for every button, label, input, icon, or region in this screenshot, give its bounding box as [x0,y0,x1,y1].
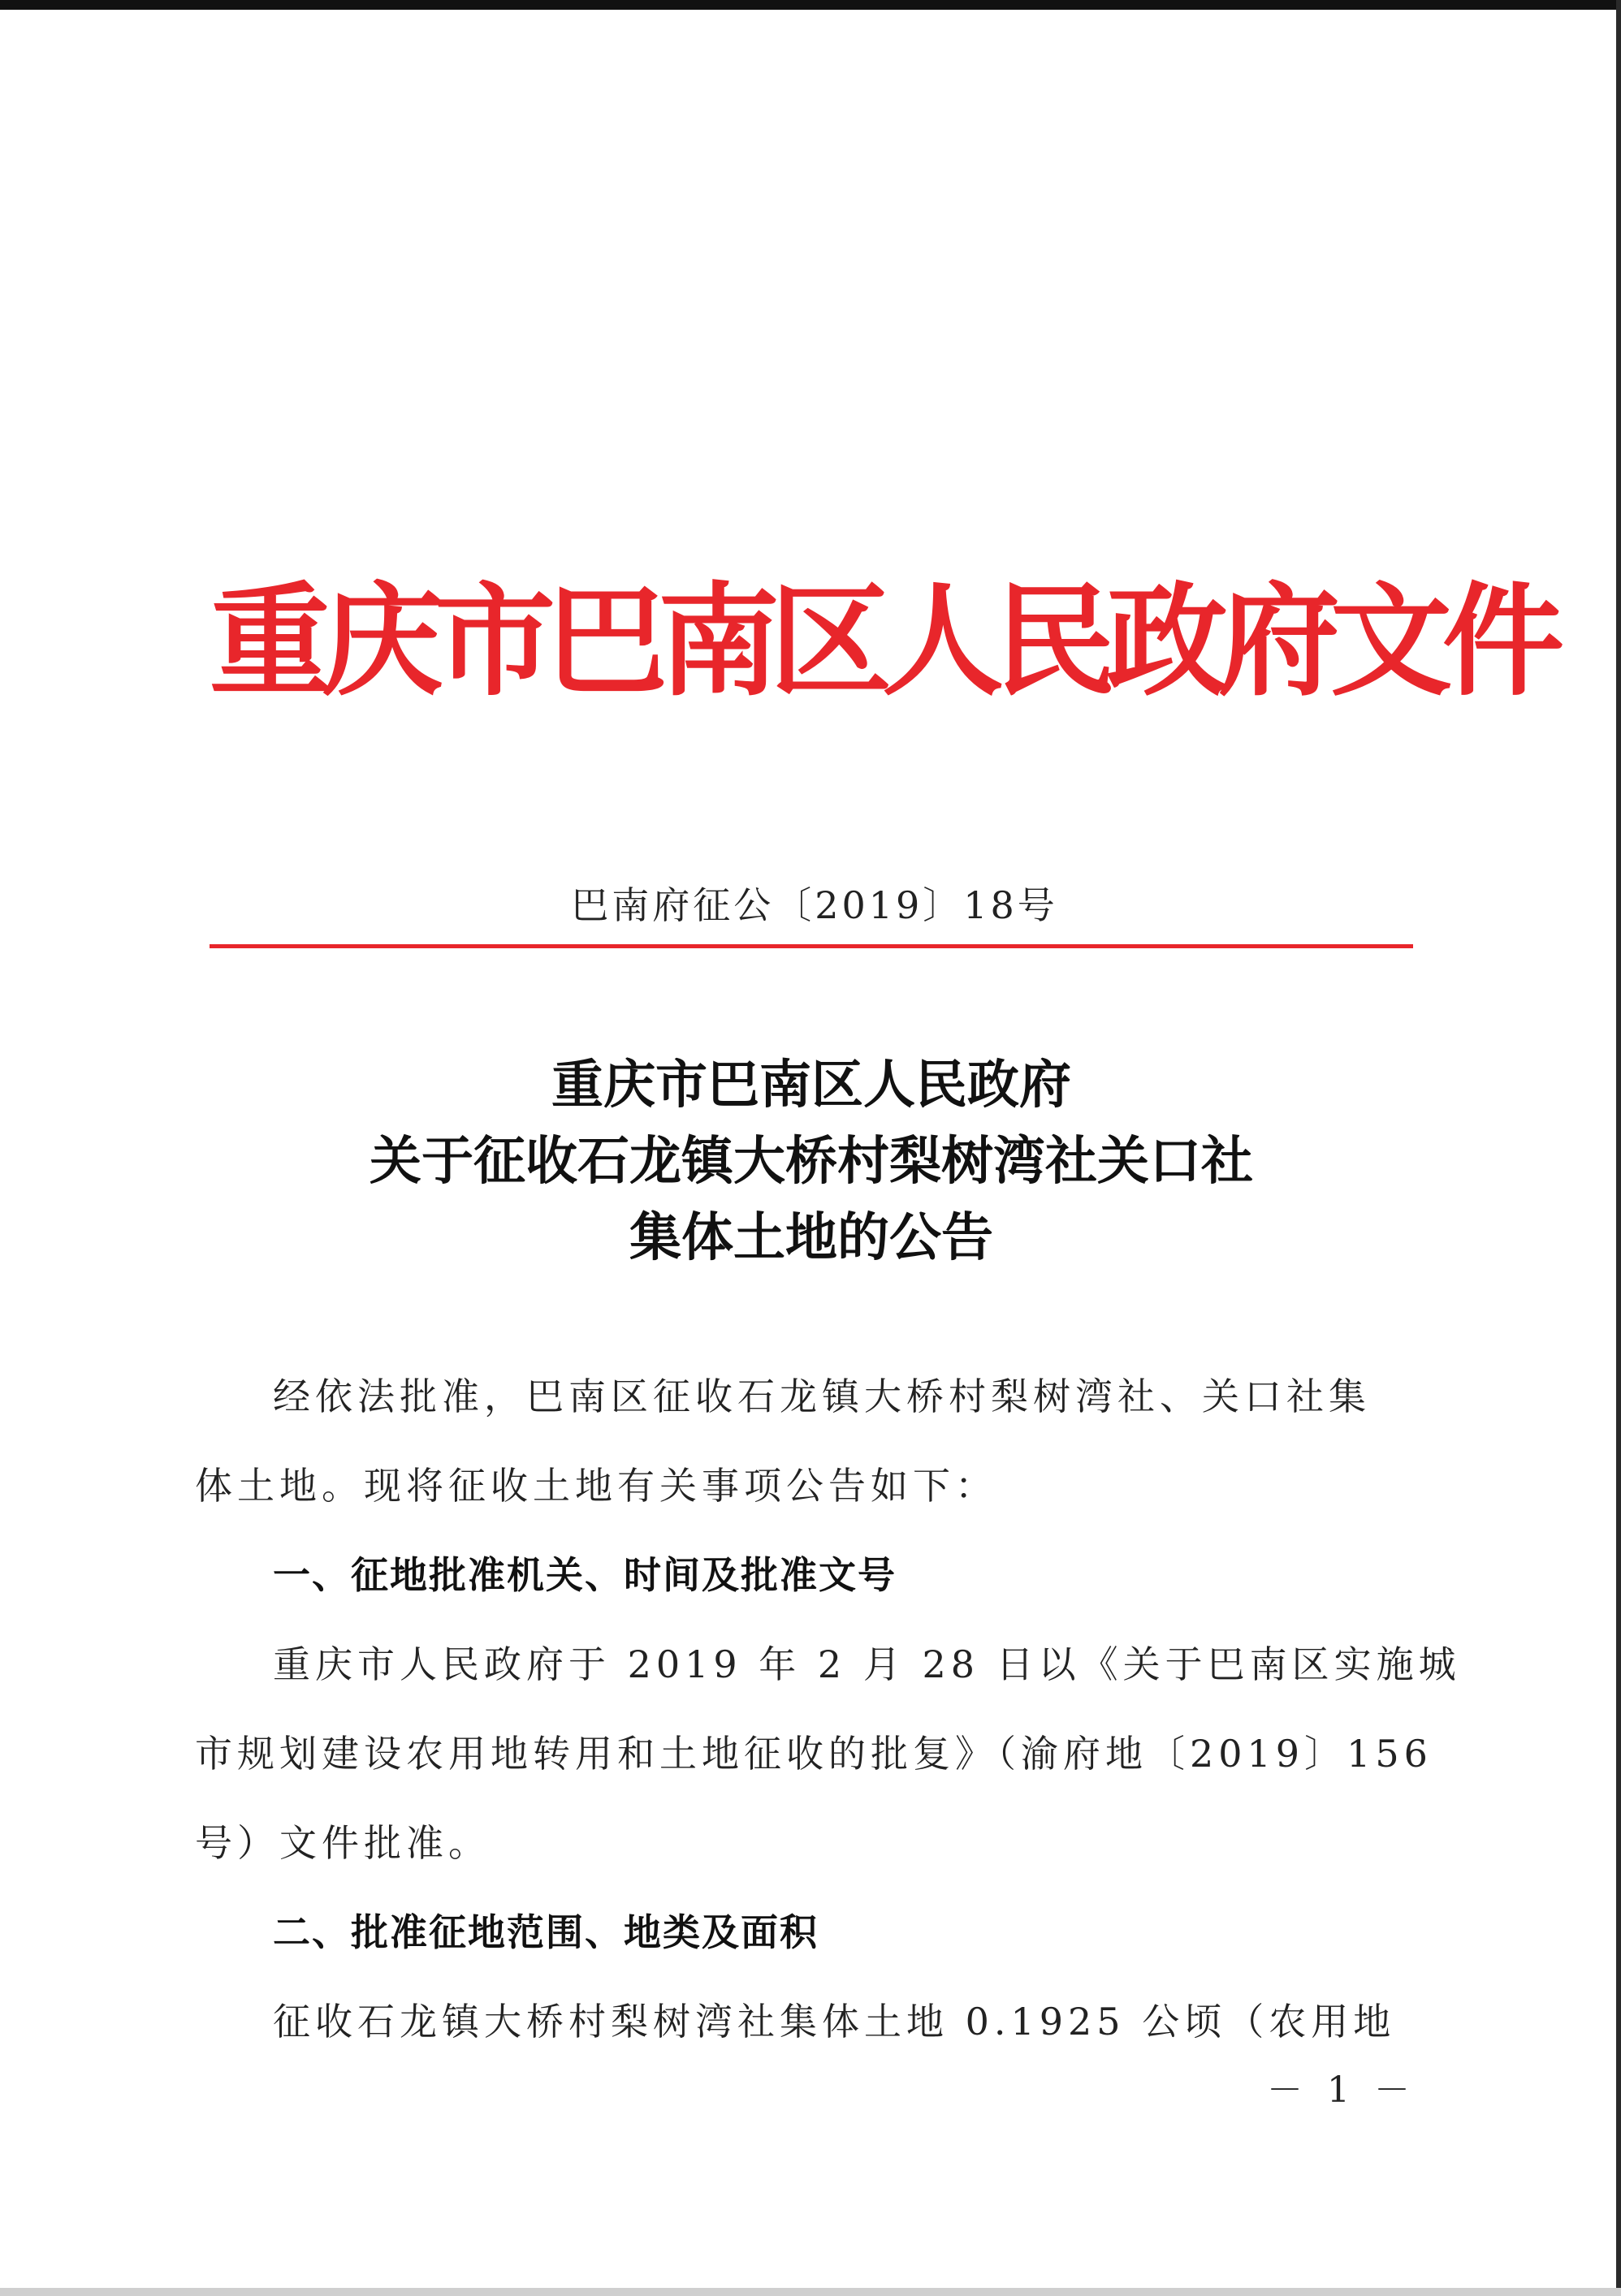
document-body [195,1352,1461,2066]
section-1-line-2: 市规划建设农用地转用和土地征收的批复》（渝府地〔2019〕156 [195,1732,1433,1776]
red-divider-line [210,944,1413,948]
scan-edge-bottom [0,2288,1621,2296]
document-number: 巴南府征公〔2019〕18号 [571,883,1058,927]
section-2-line-1: 征收石龙镇大桥村梨树湾社集体土地 0.1925 公顷（农用地 [273,2000,1396,2044]
document-title [210,1047,1413,1276]
section-2-paragraph [195,1977,1413,2066]
red-letterhead: 重庆市巴南区人民政府文件 [210,570,1555,713]
intro-paragraph [195,1352,1413,1530]
title-line-2: 关于征收石龙镇大桥村梨树湾社关口社 [370,1131,1253,1192]
title-line-3: 集体土地的公告 [629,1207,993,1268]
section-1-paragraph [195,1620,1461,1888]
section-2-heading: 二、批准征地范围、地类及面积 [273,1910,819,1954]
title-line-1: 重庆市巴南区人民政府 [551,1055,1071,1116]
intro-line-2: 体土地。现将征收土地有关事项公告如下： [195,1464,997,1508]
section-1-line-1: 重庆市人民政府于 2019 年 2 月 28 日以《关于巴南区实施城 [273,1642,1461,1686]
intro-line-1: 经依法批准，巴南区征收石龙镇大桥村梨树湾社、关口社集 [273,1375,1371,1418]
page-number: － 1 － [1267,2069,1416,2111]
scan-edge-top [0,0,1621,10]
scan-edge-right [1616,0,1621,2296]
section-1-heading: 一、征地批准机关、时间及批准文号 [273,1553,897,1597]
section-1-line-3: 号）文件批准。 [195,1821,491,1865]
